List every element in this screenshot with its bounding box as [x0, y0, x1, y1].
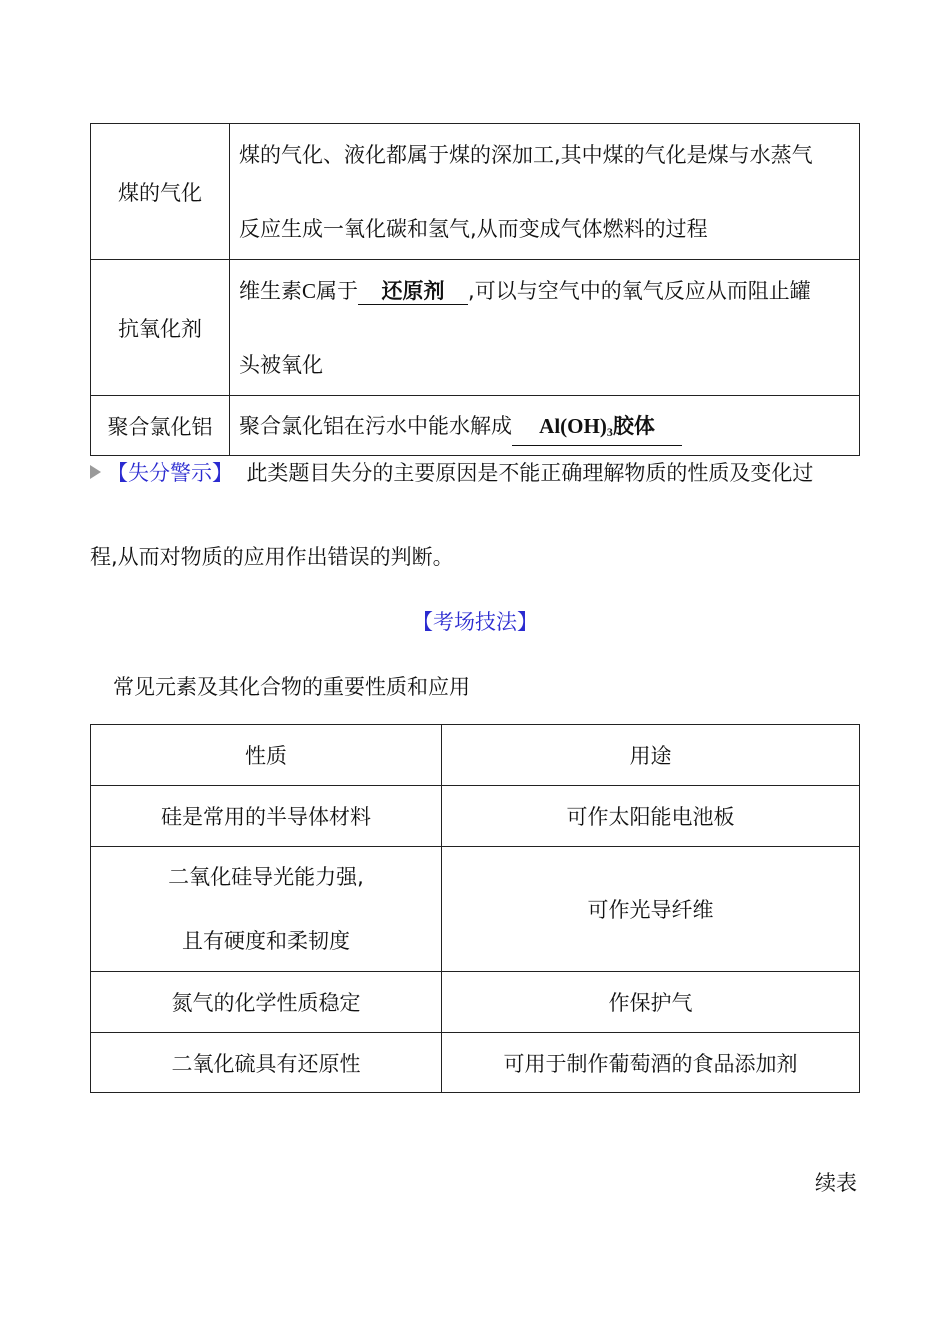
desc-line: 反应生成一氧化碳和氢气,从而变成气体燃料的过程 [239, 216, 708, 241]
row-desc-polyaluminium-chloride [230, 396, 860, 456]
cell-property: 二氧化硫具有还原性 [91, 1033, 442, 1093]
answer-subscript: 3 [606, 424, 613, 439]
row-desc-antioxidant [230, 260, 860, 396]
desc-line: 煤的气化、液化都属于煤的深加工,其中煤的气化是煤与水蒸气 [239, 142, 813, 167]
warning-text: 此类题目失分的主要原因是不能正确理解物质的性质及变化过 [246, 461, 814, 485]
header-use: 用途 [442, 725, 860, 786]
properties-uses-table [90, 724, 860, 1093]
cell-property [91, 847, 442, 972]
vitamin-letter: C [302, 278, 317, 303]
answer-blank [512, 413, 682, 446]
answer-blank: 还原剂 [358, 278, 468, 305]
desc-line [239, 273, 855, 309]
warning-tag: 【失分警示】 [107, 461, 233, 485]
desc-line [239, 408, 855, 444]
cell-use: 可作太阳能电池板 [442, 786, 860, 847]
cell-use: 可用于制作葡萄酒的食品添加剂 [442, 1033, 860, 1093]
text-segment: 聚合氯化铝在污水中能水解成 [239, 413, 512, 438]
row-label-polyaluminium-chloride: 聚合氯化铝 [91, 396, 230, 456]
cell-property: 硅是常用的半导体材料 [91, 786, 442, 847]
section-title: 【考场技法】 [412, 610, 538, 634]
warning-continuation: 程,从而对物质的应用作出错误的判断。 [90, 545, 454, 569]
desc-line: 头被氧化 [239, 352, 323, 377]
row-label-antioxidant: 抗氧化剂 [91, 260, 230, 396]
warning-paragraph [90, 457, 813, 487]
row-label-coal-gasification: 煤的气化 [91, 124, 230, 260]
text-segment: ,可以与空气中的氧气反应从而阻止罐 [468, 278, 811, 303]
text-segment: 属于 [316, 278, 359, 303]
cell-use: 可作光导纤维 [442, 847, 860, 972]
row-desc-coal-gasification [230, 124, 860, 260]
answer-formula: Al(OH) [539, 413, 607, 438]
intro-text: 常见元素及其化合物的重要性质和应用 [113, 675, 470, 699]
answer-word: 胶体 [612, 413, 655, 438]
property-line: 二氧化硅导光能力强, [168, 865, 364, 889]
cell-property: 氮气的化学性质稳定 [91, 972, 442, 1033]
triangle-bullet-icon [90, 465, 101, 479]
properties-table-top [90, 123, 860, 456]
cell-use: 作保护气 [442, 972, 860, 1033]
property-line: 且有硬度和柔韧度 [182, 929, 350, 953]
header-property: 性质 [91, 725, 442, 786]
text-segment: 维生素 [239, 278, 302, 303]
continued-label: 续表 [815, 1171, 857, 1195]
